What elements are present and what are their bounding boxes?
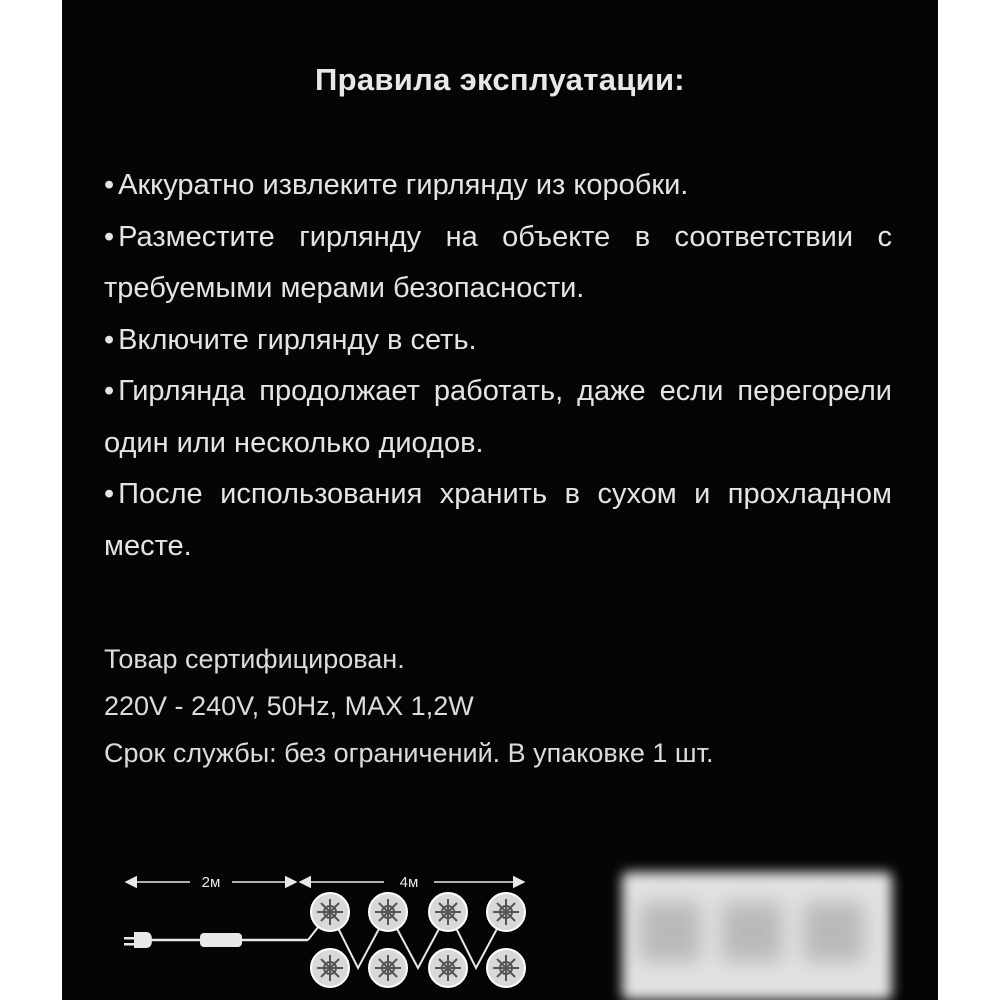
- lifetime-text: Срок службы: без ограничений. В упаковке 1 шт.: [104, 738, 714, 768]
- rule-item: [104, 160, 892, 212]
- certification-text: Товар сертифицирован.: [104, 644, 405, 674]
- bullet-icon: •: [104, 169, 115, 201]
- plug-icon: [124, 932, 152, 948]
- page-title: Правила эксплуатации:: [315, 62, 685, 97]
- snowflake-ball-icon: [429, 949, 467, 987]
- specs-text: 220V - 240V, 50Hz, MAX 1,2W: [104, 691, 474, 721]
- snowflake-ball-icon: [429, 893, 467, 931]
- snowflake-ball-icon: [311, 893, 349, 931]
- snowflake-ball-icon: [487, 949, 525, 987]
- dimension-lights: [300, 874, 524, 891]
- snowflake-ball-icon: [487, 893, 525, 931]
- rule-text: Аккуратно извлеките гирлянду из коробки.: [118, 169, 689, 201]
- rule-item: [104, 366, 892, 469]
- rule-item: [104, 469, 892, 572]
- lights-length-label: 4м: [399, 874, 419, 891]
- snowflake-ball-icon: [369, 893, 407, 931]
- dimension-cable: [126, 874, 296, 891]
- rule-text: После использования хранить в сухом и прохладном месте.: [104, 478, 892, 562]
- rules-list: [104, 160, 892, 572]
- bullet-icon: •: [104, 375, 115, 407]
- instruction-panel: [62, 0, 938, 1000]
- rule-item: [104, 315, 892, 367]
- blurred-sticker: [622, 872, 892, 1000]
- rule-text: Включите гирлянду в сеть.: [118, 323, 477, 356]
- bullet-icon: •: [104, 220, 115, 253]
- product-info: [104, 636, 904, 777]
- cable-length-label: 2м: [201, 874, 221, 891]
- snowflake-ball-icon: [369, 949, 407, 987]
- bullet-icon: •: [104, 478, 115, 510]
- rule-item: [104, 212, 892, 315]
- snowflake-ball-icon: [311, 949, 349, 987]
- rule-text: Разместите гирлянду на объекте в соответствии с требуемыми мерами безопасности.: [104, 220, 892, 304]
- bullet-icon: •: [104, 323, 115, 356]
- rule-text: Гирлянда продолжает работать, даже если перегорели один или несколько диодов.: [104, 375, 892, 459]
- controller-icon: [200, 933, 242, 947]
